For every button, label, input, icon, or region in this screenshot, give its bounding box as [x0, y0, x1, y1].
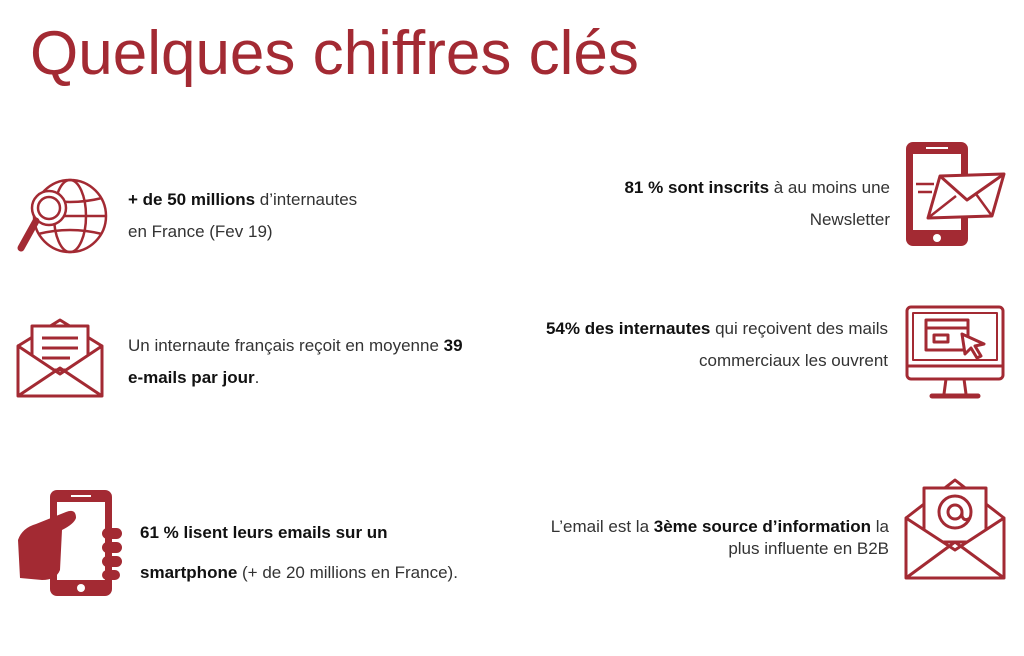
- stat-line-2: smartphone (+ de 20 millions en France).: [140, 563, 458, 582]
- monitor-email-click-icon: [904, 304, 1006, 402]
- stat-line-1: 81 % sont inscrits à au moins une: [624, 178, 890, 197]
- stat-line-1: L’email est la 3ème source d’information la: [550, 517, 889, 536]
- stat-newsletter: [624, 172, 890, 236]
- stat-line-2: en France (Fev 19): [128, 222, 273, 241]
- stat-line-1: 54% des internautes qui reçoivent des mails: [545, 319, 888, 338]
- stat-line-1: + de 50 millions d’internautes: [128, 190, 358, 209]
- stat-line-2: plus influente en B2B: [728, 539, 889, 558]
- globe-magnifier-icon: [16, 176, 108, 258]
- open-envelope-letter-icon: [14, 316, 106, 400]
- hand-smartphone-icon: [16, 488, 122, 600]
- stat-line-1: Un internaute français reçoit en moyenne 39: [128, 336, 463, 355]
- smartphone-envelope-icon: [904, 140, 1006, 248]
- stat-internet-users: [128, 184, 357, 248]
- stat-b2b-source: [551, 516, 889, 560]
- stat-emails-per-day: [128, 330, 463, 394]
- stat-line-1: 61 % lisent leurs emails sur un: [140, 523, 388, 542]
- page-title: Quelques chiffres clés: [30, 19, 639, 88]
- stat-line-2: commerciaux les ouvrent: [699, 351, 888, 370]
- envelope-at-icon: [902, 476, 1008, 582]
- stat-line-2: Newsletter: [809, 210, 890, 229]
- stat-smartphone-reading: [140, 513, 458, 593]
- stat-open-rate: [546, 313, 888, 377]
- stat-line-2: e-mails par jour.: [128, 368, 260, 387]
